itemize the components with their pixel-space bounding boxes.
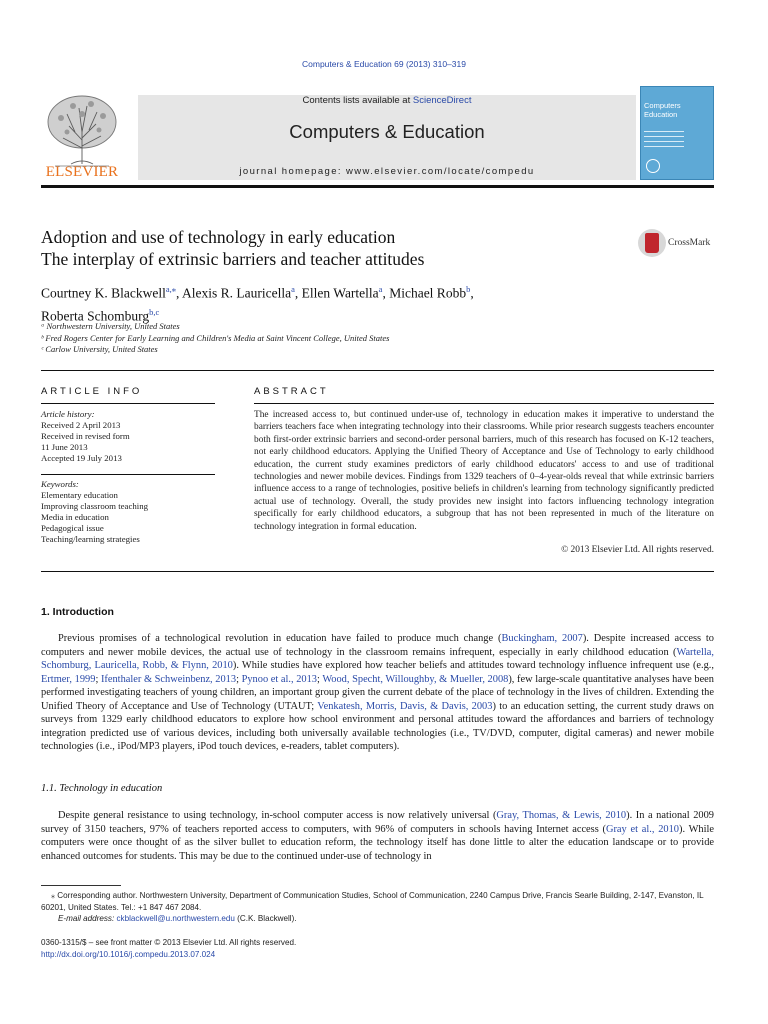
body-text: ). In a national 2009 survey of 3150 teachers, 97% of teachers reported access to computers, with 96% of computers in schools having Internet access ( — [41, 810, 714, 835]
article-title — [41, 226, 424, 270]
keywords — [41, 479, 215, 546]
journal-title: Computers & Education — [289, 121, 485, 142]
author-affiliation-mark[interactable]: b,c — [149, 306, 160, 317]
crossmark-badge[interactable] — [638, 229, 718, 259]
keyword: Elementary education — [41, 490, 118, 501]
sciencedirect-link[interactable]: ScienceDirect — [412, 95, 472, 106]
article-title-line2: The interplay of extrinsic barriers and teacher attitudes — [41, 249, 425, 269]
section-divider — [41, 370, 714, 371]
author-name[interactable]: Alexis R. Lauricella — [182, 285, 292, 301]
footnote-rule — [41, 885, 121, 886]
history-heading: Article history: — [41, 409, 95, 419]
body-text: ). While computers were once thought of as the silver bullet to education reform, the technology itself has done little to alter the education landscape or to provide enhanced outcomes for students. This may be due to the continued under-use of technology in — [41, 823, 714, 862]
keyword: Improving classroom teaching — [41, 501, 149, 512]
author-name[interactable]: Courtney K. Blackwell — [41, 285, 166, 301]
header-rule — [41, 185, 714, 188]
body-text: ; — [95, 673, 101, 685]
email-line — [41, 913, 714, 925]
contents-available — [138, 95, 636, 106]
cover-title: Computers Education — [644, 101, 681, 119]
crossmark-icon — [638, 229, 666, 257]
article-title-line1: Adoption and use of technology in early education — [41, 227, 396, 247]
citation-link[interactable]: Ertmer, 1999 — [41, 673, 96, 685]
keyword: Teaching/learning strategies — [41, 534, 140, 545]
history-item: 11 June 2013 — [41, 442, 88, 453]
affiliation-a: ᵃ Northwestern University, United States — [41, 321, 180, 331]
crossmark-label: CrossMark — [668, 238, 711, 248]
cover-seal-icon — [646, 159, 660, 173]
email-suffix: (C.K. Blackwell). — [234, 914, 297, 923]
doi-link[interactable]: http://dx.doi.org/10.1016/j.compedu.2013.07.024 — [41, 949, 216, 959]
history-item: Received in revised form — [41, 431, 130, 442]
author-name[interactable]: Michael Robb — [389, 285, 467, 301]
body-text: ), few large-scale quantitative analyses have been performed investigating teachers of young children, an important group given the current debate of the place of technology in the lives of children. Extending the Unified Theory of Acceptance and Use of Technology (UTAUT; — [41, 673, 714, 712]
keyword: Media in education — [41, 512, 109, 523]
article-info-label: ARTICLE INFO — [41, 386, 143, 397]
elsevier-wordmark: ELSEVIER — [45, 164, 119, 180]
email-link[interactable]: ckblackwell@u.northwestern.edu — [116, 914, 235, 923]
author-affiliation-mark[interactable]: b — [466, 284, 471, 294]
abstract-text: The increased access to, but continued under-use of, technology in education makes it imperative to understand the barriers teachers face when integrating technology into their classrooms. While prior research suggests teachers encounter both first-order extrinsic barriers and second-order personal barriers, much of this research has focused on K-12 teachers, not early childhood educators. Applying the Unified Theory of Acceptance and Use of Technology to early childhood education, the current study examines predictors of early childhood educators' access to and use of traditional technologies and newer mobile devices. Findings from 1329 teachers of 0–4-year-olds reveal that while extrinsic barriers influence access to a range of technologies, positive beliefs in children's learning from technology significantly predicted actual use of technology. Overall, the study provides new insight into factors influencing technology integration specifically for early childhood educators, a subgroup that has not been represented in much of the literature on technology integration in formal education. — [254, 410, 714, 532]
author-name[interactable]: Roberta Schomburg — [41, 308, 150, 323]
affiliations — [41, 321, 389, 356]
author-affiliation-mark[interactable]: a — [291, 284, 295, 294]
abstract-copyright: © 2013 Elsevier Ltd. All rights reserved. — [561, 545, 714, 555]
history-item: Accepted 19 July 2013 — [41, 453, 122, 464]
citation-link[interactable]: Pynoo et al., 2013 — [241, 673, 317, 685]
body-text: ). While studies have explored how teacher beliefs and attitudes toward technology influence infrequent use (e.g., — [232, 660, 715, 671]
keywords-rule — [41, 474, 215, 475]
citation-link[interactable]: Gray, Thomas, & Lewis, 2010 — [496, 810, 627, 821]
issn-line: 0360-1315/$ – see front matter © 2013 Elsevier Ltd. All rights reserved. — [41, 938, 297, 947]
history-item: Received 2 April 2013 — [41, 420, 121, 431]
journal-cover-thumbnail[interactable] — [640, 86, 714, 180]
abstract-rule — [254, 403, 714, 404]
citation-link[interactable]: Wartella, Schomburg, Lauricella, Robb, & Flynn, 2010 — [41, 646, 714, 671]
citation-link[interactable]: Buckingham, 2007 — [501, 633, 583, 644]
corresponding-author-text: ⁎ Corresponding author. Northwestern University, Department of Communication Studies, School of Communication, 2240 Campus Drive, Francis Searle Building, 2-147, Evanston, IL 60201, United States. Tel.: +1 847 467 2084. — [41, 891, 704, 912]
abstract-label: ABSTRACT — [254, 386, 329, 397]
intro-paragraph-1 — [41, 632, 714, 754]
author-affiliation-mark[interactable]: a,⁎ — [165, 284, 177, 294]
affiliation-b: ᵇ Fred Rogers Center for Early Learning and Children's Media at Saint Vincent College, United States — [41, 332, 390, 343]
article-info-rule — [41, 403, 215, 404]
author-name[interactable]: Ellen Wartella — [301, 285, 379, 301]
body-text: Despite general resistance to using technology, in-school computer access is now relatively universal ( — [58, 810, 497, 821]
keyword: Pedagogical issue — [41, 523, 104, 534]
corresponding-author-footnote — [41, 890, 714, 925]
article-history — [41, 409, 215, 464]
affiliation-c: ᶜ Carlow University, United States — [41, 344, 158, 354]
journal-homepage[interactable]: journal homepage: www.elsevier.com/locate/compedu — [239, 166, 535, 177]
citation-link[interactable]: Venkatesh, Morris, Davis, & Davis, 2003 — [317, 700, 493, 712]
body-text: ) to an education setting, the current study draws on surveys from 1329 early childhood educators to explore how school environment and personal attitudes toward the affordances and barriers of technology integration predicted use of various devices, including both universally available technologies (i.e., TV/DVD, computer, digital cameras) and newer mobile technologies (i.e., iPod/MP3 players, iPod touch devices, e-readers, tablet computers). — [41, 700, 714, 752]
subsection-heading-technology: 1.1. Technology in education — [41, 783, 163, 794]
abstract-end-rule — [41, 571, 714, 572]
keywords-heading: Keywords: — [41, 479, 79, 489]
body-text: ; — [316, 673, 323, 685]
body-text: ). Despite increased access to computers and newer mobile devices, the actual use of technology in the classroom remains infrequent, especially in early childhood education ( — [41, 633, 715, 658]
author-affiliation-mark[interactable]: a — [378, 284, 383, 294]
front-matter — [41, 937, 296, 960]
citation-link[interactable]: Wood, Specht, Willoughby, & Mueller, 2008 — [322, 673, 509, 685]
body-text: Previous promises of a technological revolution in education have failed to produce much change ( — [58, 633, 502, 644]
citation-link[interactable]: Ifenthaler & Schweinbenz, 2013 — [100, 673, 237, 685]
body-text: ; — [236, 673, 242, 685]
contents-prefix: Contents lists available at — [302, 95, 413, 106]
cover-text-lines — [644, 131, 684, 151]
journal-banner — [138, 95, 636, 180]
email-label: E-mail address: — [58, 914, 117, 923]
section-heading-introduction: 1. Introduction — [41, 606, 114, 618]
journal-header — [41, 85, 714, 185]
author-list: Courtney K. Blackwell$^{a,⁎}$, Alexis R. Lauricella$^a$, Ellen Wartella$^a$, Michael Robb$^b$, Roberta Schomburg$^{b,c}$ — [41, 284, 474, 323]
intro-paragraph-2 — [41, 809, 714, 863]
citation-link[interactable]: Gray et al., 2010 — [605, 823, 679, 835]
journal-citation[interactable]: Computers & Education 69 (2013) 310–319 — [302, 59, 466, 69]
